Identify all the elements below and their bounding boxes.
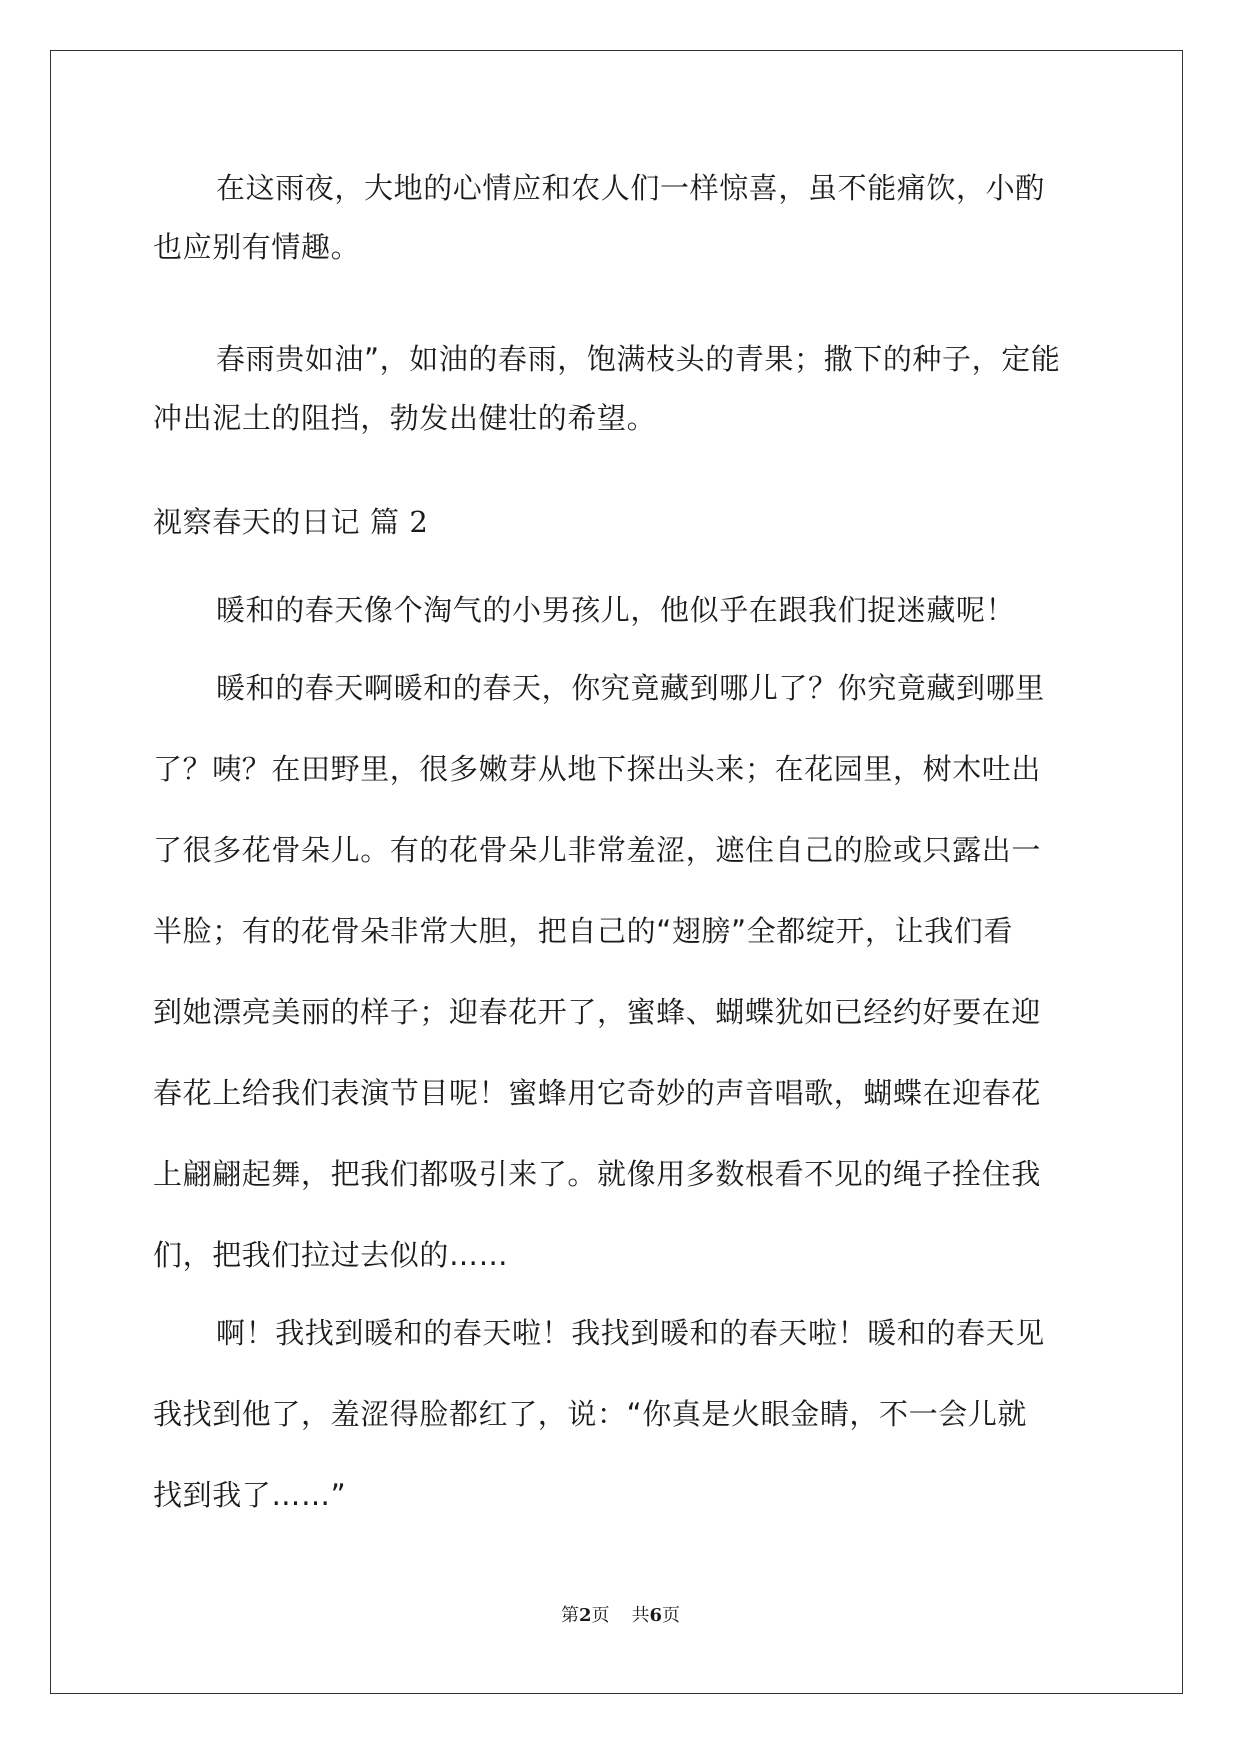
paragraph-line: 暖和的春天啊暖和的春天，你究竟藏到哪儿了？你究竟藏到哪里 (216, 671, 1045, 705)
paragraph-line: 冲出泥土的阻挡，勃发出健壮的希望。 (153, 401, 657, 435)
paragraph-line: 暖和的春天像个淘气的小男孩儿，他似乎在跟我们捉迷藏呢！ (216, 593, 1016, 627)
paragraph-line: 们，把我们拉过去似的…… (153, 1238, 509, 1272)
footer-page-current: 2 (578, 1605, 592, 1626)
paragraph-line: 半脸；有的花骨朵非常大胆，把自己的“翅膀”全都绽开，让我们看 (153, 914, 1014, 948)
paragraph-line: 在这雨夜，大地的心情应和农人们一样惊喜，虽不能痛饮，小酌 (216, 171, 1045, 205)
paragraph-line: 了？咦？在田野里，很多嫩芽从地下探出头来；在花园里，树木吐出 (153, 752, 1042, 786)
paragraph-line: 到她漂亮美丽的样子；迎春花开了，蜜蜂、蝴蝶犹如已经约好要在迎 (153, 995, 1042, 1029)
footer-total-suffix: 页 (662, 1605, 681, 1626)
paragraph-line: 啊！我找到暖和的春天啦！我找到暖和的春天啦！暖和的春天见 (216, 1316, 1045, 1350)
paragraph-line: 我找到他了，羞涩得脸都红了，说：“你真是火眼金睛，不一会儿就 (153, 1397, 1028, 1431)
paragraph-line: 春雨贵如油”，如油的春雨，饱满枝头的青果；撒下的种子，定能 (216, 342, 1061, 376)
footer-page-total: 6 (649, 1605, 663, 1626)
page-footer (0, 1604, 1241, 1628)
paragraph-line: 也应别有情趣。 (153, 230, 361, 264)
page-border (50, 50, 1183, 1694)
footer-page-suffix: 页 (591, 1605, 610, 1626)
paragraph-line: 春花上给我们表演节目呢！蜜蜂用它奇妙的声音唱歌，蝴蝶在迎春花 (153, 1076, 1042, 1110)
paragraph-line: 了很多花骨朵儿。有的花骨朵儿非常羞涩，遮住自己的脸或只露出一 (153, 833, 1042, 867)
footer-page-prefix: 第 (560, 1605, 579, 1626)
footer-total-prefix: 共 (631, 1605, 650, 1626)
section-heading: 视察春天的日记 篇 2 (153, 505, 429, 539)
paragraph-line: 找到我了……” (153, 1478, 347, 1512)
paragraph-line: 上翩翩起舞，把我们都吸引来了。就像用多数根看不见的绳子拴住我 (153, 1157, 1042, 1191)
